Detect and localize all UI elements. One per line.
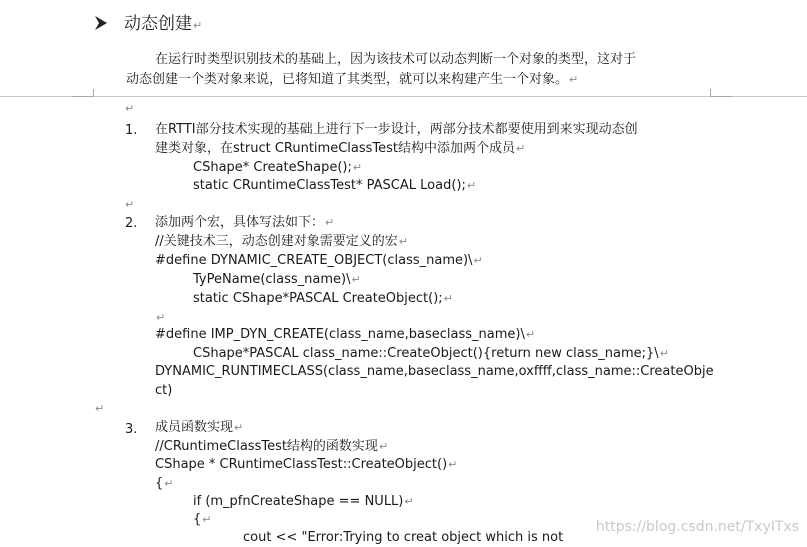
code-line: CShape* CreateShape();↵ <box>193 160 363 175</box>
intro-line-1: 在运行时类型识别技术的基础上，因为该技术可以动态判断一个对象的类型，这对于 <box>155 52 637 67</box>
paragraph-mark-icon: ↵ <box>525 328 536 341</box>
intro-line-2: 动态创建一个类对象来说，已将知道了其类型，就可以来构建产生一个对象。↵ <box>126 72 579 87</box>
list-item-line: 在RTTI部分技术实现的基础上进行下一步设计，两部分技术都要使用到来实现动态创 <box>155 122 638 137</box>
paragraph-mark-icon: ↵ <box>448 458 458 471</box>
paragraph-mark-icon: ↵ <box>398 235 408 248</box>
code-line: cout << "Error:Trying to creat object which is not <box>243 530 564 545</box>
code-line: static CShape*PASCAL CreateObject();↵ <box>193 291 453 306</box>
list-item-line: 添加两个宏，具体写法如下：↵ <box>155 215 335 230</box>
list-item-line: 建类对象，在struct CRuntimeClassTest结构中添加两个成员↵ <box>155 141 526 156</box>
list-number: 3. <box>125 422 138 437</box>
list-number: 2. <box>125 216 138 231</box>
paragraph-mark-icon: ↵ <box>443 292 453 305</box>
code-line: CShape*PASCAL class_name::CreateObject(){return new class_name;}\↵ <box>193 346 669 361</box>
paragraph-mark-icon: ↵ <box>325 216 335 229</box>
paragraph-mark-icon: ↵ <box>352 161 363 174</box>
paragraph-mark-icon: ↵ <box>516 142 526 155</box>
paragraph-mark-icon: ↵ <box>378 440 389 453</box>
paragraph-mark-icon: ↵ <box>351 273 361 286</box>
empty-paragraph <box>155 309 165 327</box>
code-line: ct) <box>155 383 173 398</box>
paragraph-mark-icon: ↵ <box>125 102 135 115</box>
list-number: 1. <box>125 123 138 138</box>
paragraph-mark-icon: ↵ <box>95 402 105 415</box>
paragraph-mark-icon: ↵ <box>156 311 166 324</box>
list-item-line: 成员函数实现↵ <box>155 420 244 435</box>
paragraph-mark-icon: ↵ <box>659 347 669 360</box>
code-line: {↵ <box>155 476 174 491</box>
code-line: //CRuntimeClassTest结构的函数实现↵ <box>155 439 389 454</box>
paragraph-mark-icon: ↵ <box>193 19 203 32</box>
paragraph-mark-icon: ↵ <box>569 73 579 86</box>
empty-paragraph <box>124 100 134 118</box>
crop-mark-right <box>710 89 732 97</box>
section-heading: 动态创建↵ <box>124 14 203 34</box>
paragraph-mark-icon: ↵ <box>164 477 174 490</box>
code-line: if (m_pfnCreateShape == NULL)↵ <box>193 494 414 509</box>
code-line: TyPeName(class_name)\↵ <box>193 272 361 287</box>
paragraph-mark-icon: ↵ <box>404 495 414 508</box>
code-line: DYNAMIC_RUNTIMECLASS(class_name,baseclass_name,oxffff,class_name::CreateObje <box>155 364 714 379</box>
watermark-text: https://blog.csdn.net/TxyITxs <box>595 519 799 535</box>
crop-mark-left <box>72 89 94 97</box>
arrow-bullet-icon <box>94 15 108 31</box>
paragraph-mark-icon: ↵ <box>466 179 477 192</box>
code-line: //关键技术三，动态创建对象需要定义的宏↵ <box>155 234 408 249</box>
empty-paragraph <box>124 196 134 214</box>
code-line: static CRuntimeClassTest* PASCAL Load();↵ <box>193 178 477 193</box>
paragraph-mark-icon: ↵ <box>234 421 244 434</box>
paragraph-mark-icon: ↵ <box>125 198 135 211</box>
empty-paragraph <box>94 400 104 418</box>
paragraph-mark-icon: ↵ <box>473 254 483 267</box>
code-line: {↵ <box>193 512 212 527</box>
code-line: #define IMP_DYN_CREATE(class_name,baseclass_name)\↵ <box>155 327 536 342</box>
page-break-divider <box>0 96 807 97</box>
code-line: #define DYNAMIC_CREATE_OBJECT(class_name)\↵ <box>155 253 483 268</box>
paragraph-mark-icon: ↵ <box>202 513 212 526</box>
code-line: CShape * CRuntimeClassTest::CreateObject()↵ <box>155 457 458 472</box>
